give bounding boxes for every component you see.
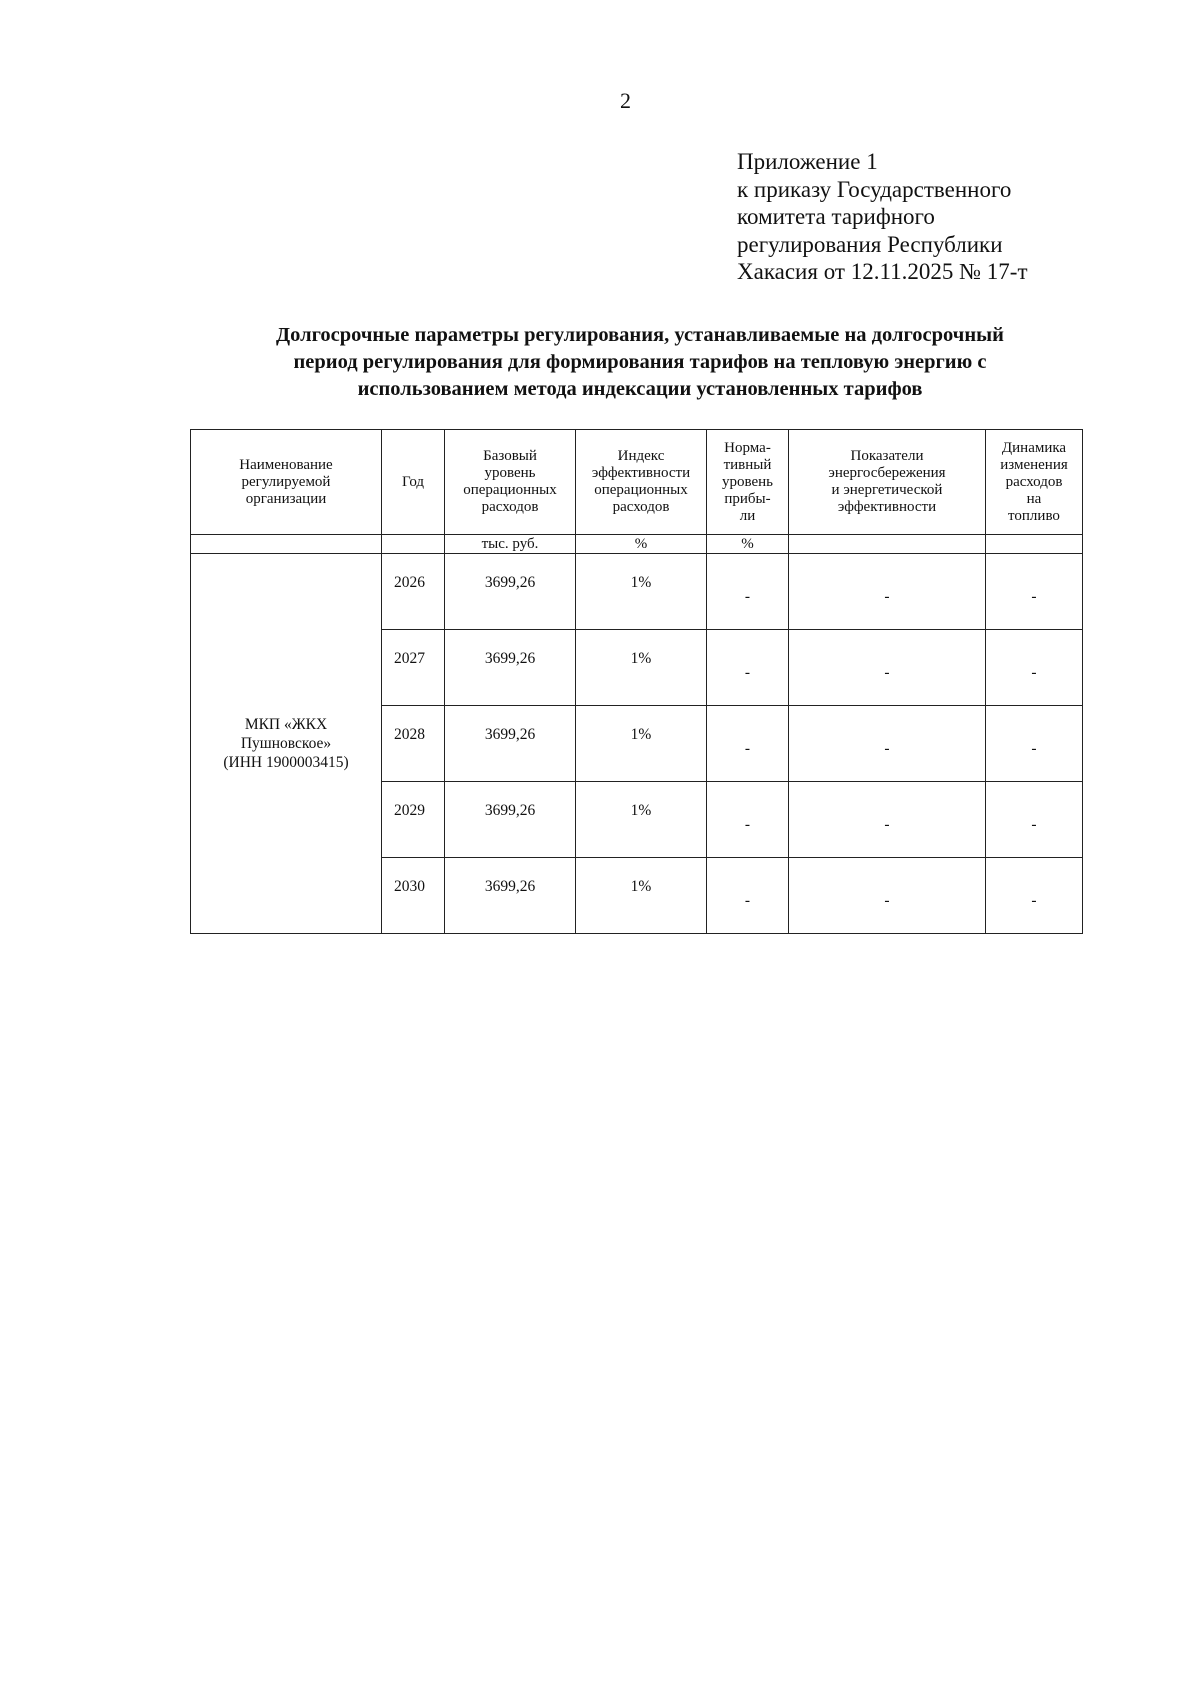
base-cost-cell: 3699,26 [445,782,576,858]
base-cost-cell: 3699,26 [445,630,576,706]
title-line: Долгосрочные параметры регулирования, устанавливаемые на долгосрочный [276,324,1004,346]
efficiency-index-cell: 1% [576,858,707,934]
header-line: ли [739,507,756,524]
unit-cell: тыс. руб. [445,535,576,554]
header-line: операционных [594,482,688,498]
header-line: прибы- [724,490,771,507]
unit-cell: % [707,535,789,554]
appendix-line: комитета тарифного [737,204,935,229]
header-line: и энергетической [831,482,943,498]
organization-line: Пушновское» [240,735,332,752]
header-line: Базовый [483,448,537,464]
header-energy-saving [789,430,986,535]
title-line: использованием метода индексации установленных тарифов [357,378,923,400]
header-organization [191,430,382,535]
header-line: организации [245,490,327,507]
year-cell: 2027 [382,630,445,706]
unit-cell: % [576,535,707,554]
appendix-line: к приказу Государственного [737,176,1012,202]
energy-saving-cell: - [789,858,986,934]
unit-cell [789,535,986,554]
organization-line: (ИНН 1900003415) [223,754,349,771]
units-row [191,535,1083,554]
appendix-block [737,148,1057,286]
fuel-dynamics-cell: - [986,706,1083,782]
header-line: на [1026,490,1042,507]
header-line: эффективности [837,499,937,515]
fuel-dynamics-cell: - [986,554,1083,630]
table-header-row [191,430,1083,535]
header-line: операционных [463,482,557,498]
header-year [382,430,445,535]
header-line: Индекс [617,448,665,464]
fuel-dynamics-cell: - [986,630,1083,706]
base-cost-cell: 3699,26 [445,706,576,782]
header-line: тивный [723,456,772,473]
header-fuel-dynamics [986,430,1083,535]
energy-saving-cell: - [789,782,986,858]
year-cell: 2028 [382,706,445,782]
normative-profit-cell: - [707,706,789,782]
efficiency-index-cell: 1% [576,706,707,782]
document-title [200,322,1080,403]
appendix-line: Приложение 1 [737,149,878,174]
fuel-dynamics-cell: - [986,858,1083,934]
fuel-dynamics-cell: - [986,782,1083,858]
header-line: изменения [1000,456,1068,473]
appendix-line: Хакасия от 12.11.2025 № 17-т [737,259,1028,284]
year-cell: 2029 [382,782,445,858]
unit-cell [986,535,1083,554]
header-line: Динамика [1001,439,1067,456]
normative-profit-cell: - [707,554,789,630]
header-line: Норма- [724,439,771,456]
header-line: энергосбережения [828,465,946,481]
appendix-line: регулирования Республики [737,231,1003,257]
header-line: расходов [1005,473,1063,490]
normative-profit-cell: - [707,630,789,706]
organization-cell [191,554,382,934]
header-efficiency-index [576,430,707,535]
table-row [191,554,1083,630]
header-line: Показатели [850,448,924,464]
header-line: Год [401,473,425,490]
year-cell: 2030 [382,858,445,934]
energy-saving-cell: - [789,554,986,630]
base-cost-cell: 3699,26 [445,554,576,630]
title-line: период регулирования для формирования тарифов на тепловую энергию с [293,351,987,373]
normative-profit-cell: - [707,782,789,858]
page-number: 2 [620,88,631,113]
efficiency-index-cell: 1% [576,554,707,630]
header-base-cost [445,430,576,535]
parameters-table [190,429,1083,934]
year-cell: 2026 [382,554,445,630]
organization-line: МКП «ЖКХ [244,716,328,733]
energy-saving-cell: - [789,706,986,782]
energy-saving-cell: - [789,630,986,706]
header-line: расходов [481,499,539,515]
unit-cell [191,535,382,554]
header-line: регулируемой [241,473,331,490]
header-line: эффективности [591,465,691,481]
efficiency-index-cell: 1% [576,630,707,706]
normative-profit-cell: - [707,858,789,934]
header-line: уровень [721,473,774,490]
header-line: расходов [612,499,670,515]
base-cost-cell: 3699,26 [445,858,576,934]
header-line: уровень [484,465,536,481]
header-line: Наименование [239,456,333,473]
header-line: топливо [1008,507,1060,524]
unit-cell [382,535,445,554]
efficiency-index-cell: 1% [576,782,707,858]
header-normative-profit [707,430,789,535]
